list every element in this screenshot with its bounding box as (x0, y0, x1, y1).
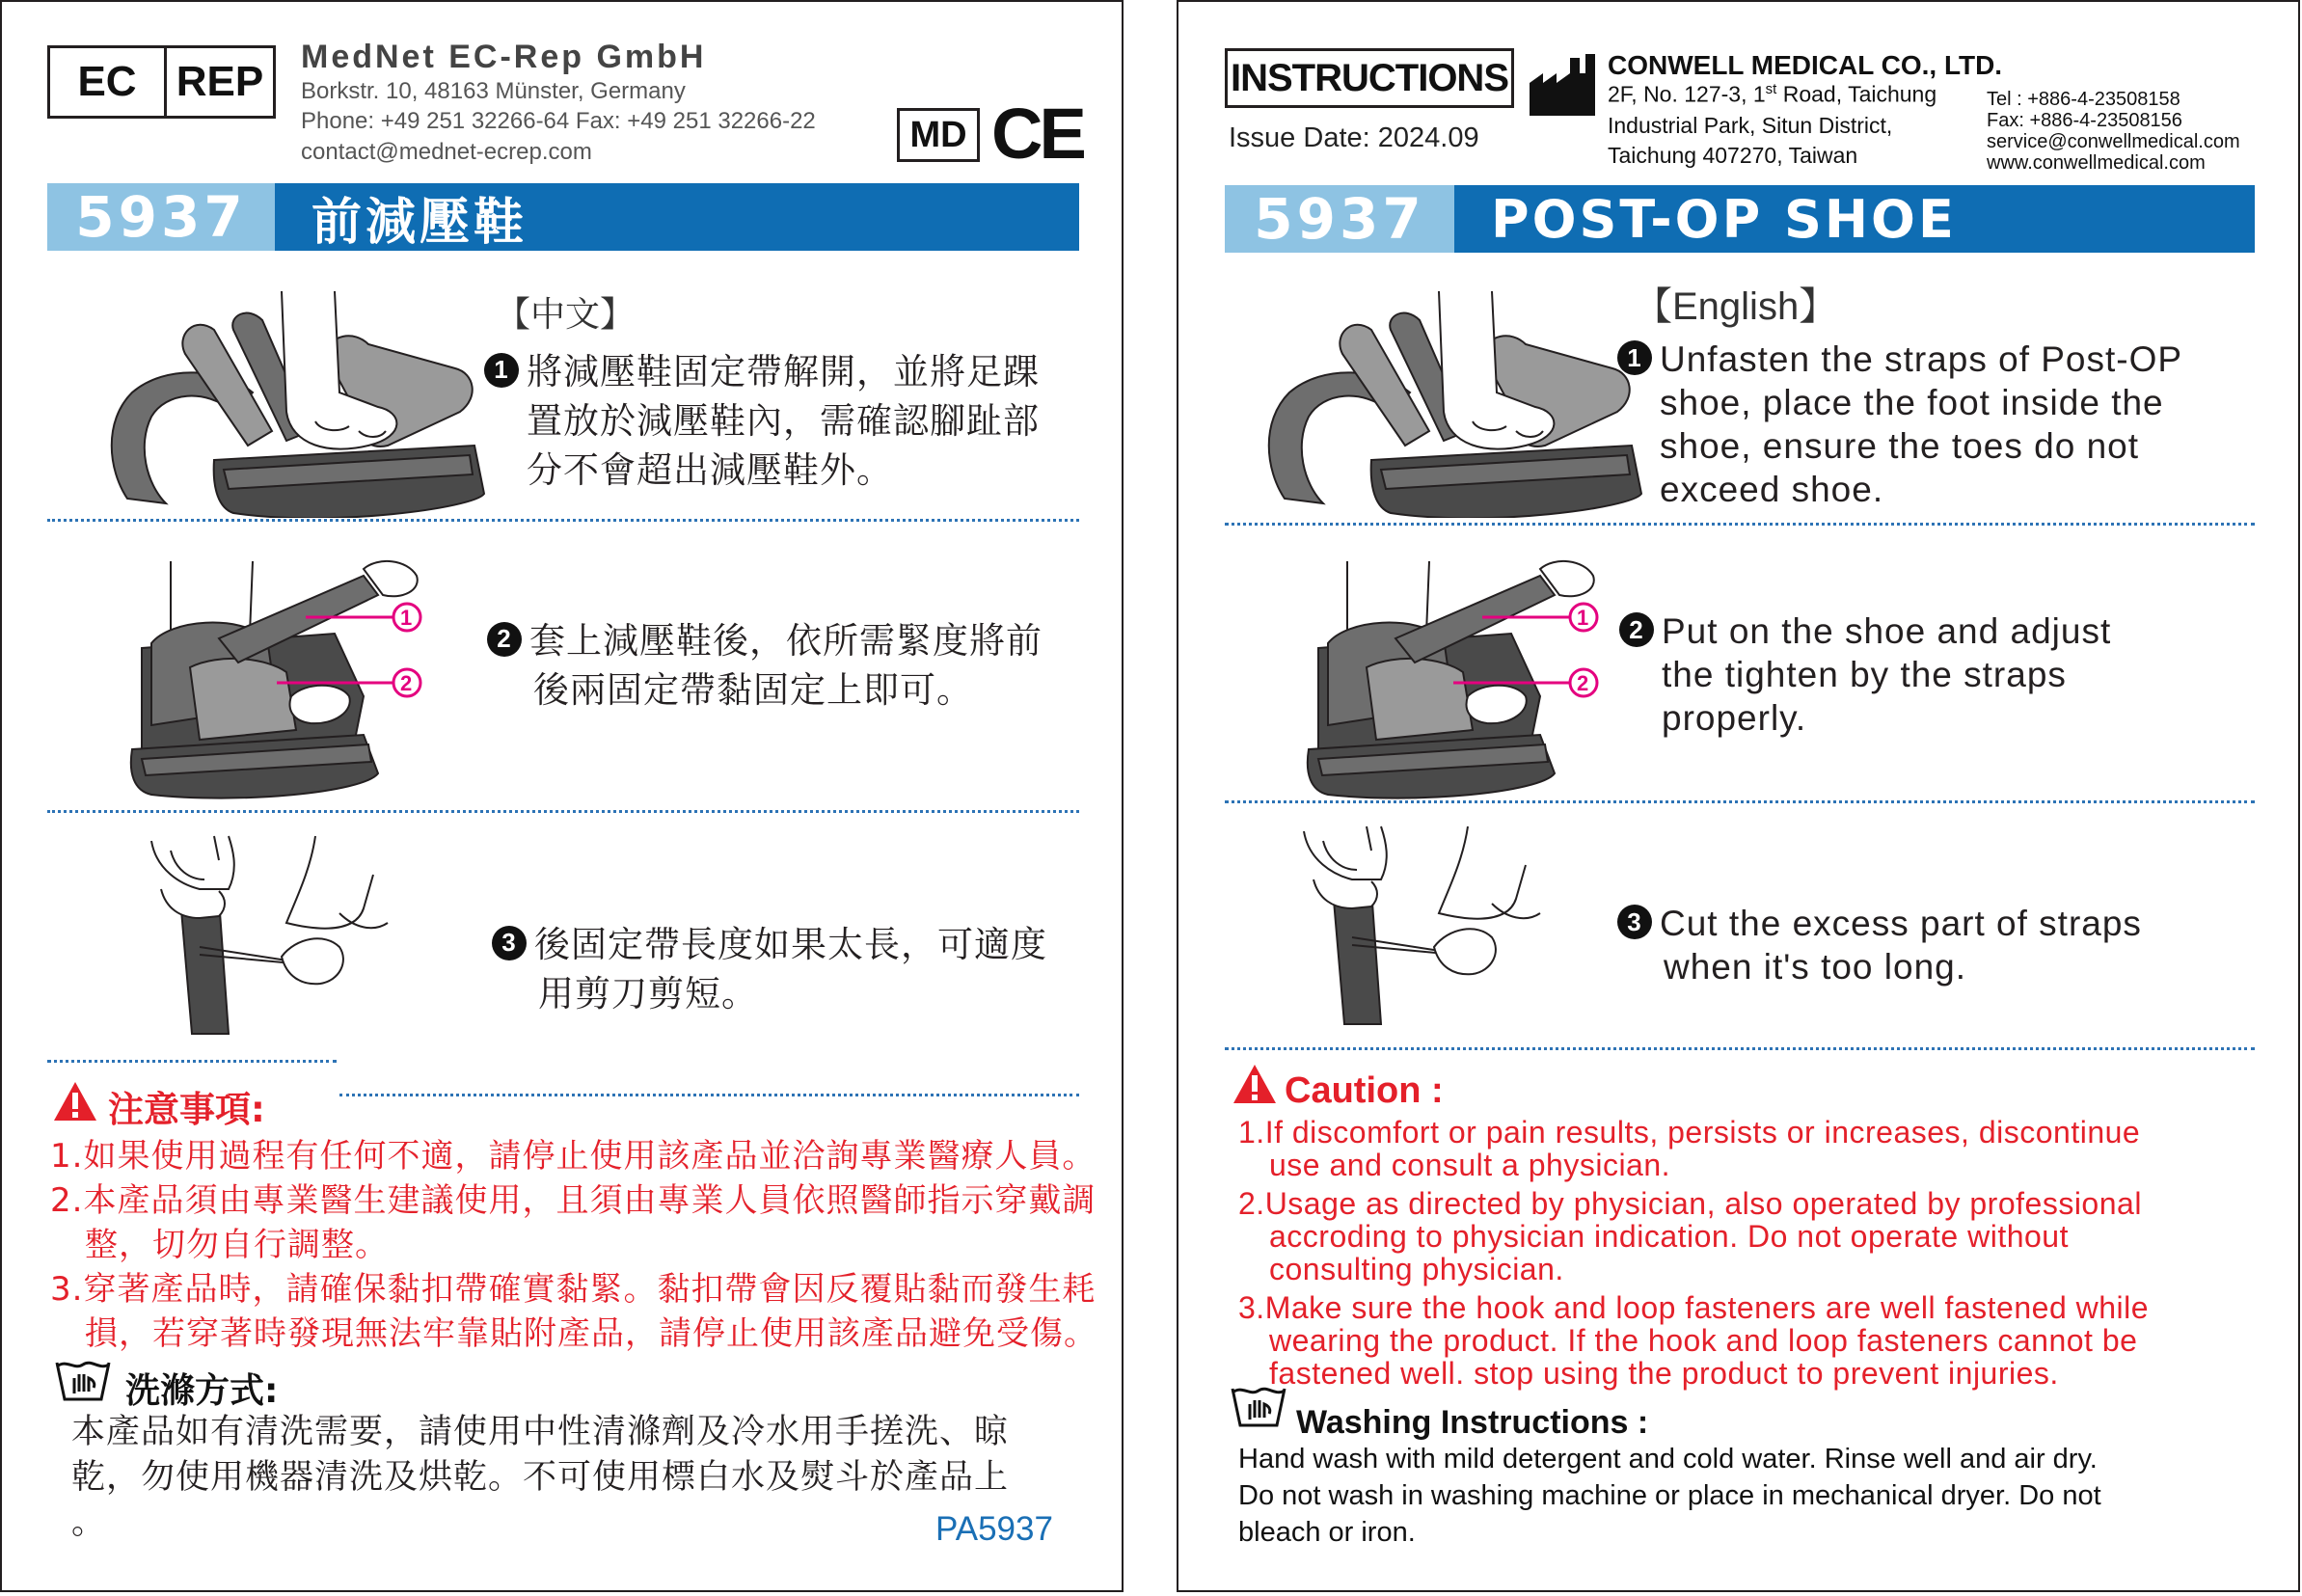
ec-rep-email: contact@mednet-ecrep.com (301, 139, 592, 165)
step-2-number: 2 (487, 622, 522, 657)
company-name: CONWELL MEDICAL CO., LTD. (1608, 50, 2003, 80)
step-3-illustration (122, 831, 412, 1043)
divider (47, 519, 1079, 522)
step-2-text: 2 Put on the shoe and adjust the tighten by the straps properly. (1619, 609, 2256, 740)
chinese-instruction-panel (0, 0, 1124, 1592)
callout-1-label: 1 (400, 606, 413, 630)
callout-1-label: 1 (1577, 606, 1589, 630)
caution-title: 注意事項: (108, 1089, 265, 1130)
product-number: 5937 (1225, 185, 1454, 253)
ce-mark: CE (991, 94, 1083, 174)
caution-item-2: 2.本產品須由專業醫生建議使用，且須由專業人員依照醫師指示穿戴調 (50, 1181, 1097, 1220)
company-address-line-2: Industrial Park, Situn District, (1608, 113, 1893, 138)
step-1-text: 1 將減壓鞋固定帶解開，並將足踝 置放於減壓鞋內，需確認腳趾部 分不會超出減壓鞋外。 (484, 347, 1082, 495)
caution-item-3: 3.穿著產品時，請確保黏扣帶確實黏緊。黏扣帶會因反覆貼黏而發生耗 (50, 1270, 1097, 1309)
company-address-line-1: 2F, No. 127-3, 1st Road, Taichung (1608, 81, 1937, 107)
wash-instructions: Hand wash with mild detergent and cold water. Rinse well and air dry. Do not wash in washing machine or place in mechanical dryer. Do not bleach or iron. (1238, 1444, 2101, 1548)
hand-wash-icon (53, 1357, 113, 1403)
step-1-number: 1 (484, 353, 519, 388)
product-number: 5937 (47, 183, 275, 251)
callout-2-label: 2 (1577, 671, 1589, 695)
step-2-text: 2 套上減壓鞋後，依所需緊度將前 後兩固定帶黏固定上即可。 (487, 616, 1085, 715)
step-2-illustration (1222, 552, 1608, 812)
product-name: POST-OP SHOE (1454, 185, 2255, 253)
product-code: PA5937 (935, 1510, 1053, 1548)
product-title-bar (47, 183, 1079, 251)
manufacturer-icon (1528, 50, 1599, 118)
divider (1225, 523, 2255, 526)
caution-item-3: 3.Make sure the hook and loop fasteners are well fastened while (1238, 1290, 2150, 1325)
instructions-label: INSTRUCTIONS (1225, 48, 1514, 108)
company-tel: Tel : +886-4-23508158 (1987, 89, 2180, 110)
step-2-illustration (45, 552, 431, 812)
step-2-number: 2 (1619, 612, 1654, 647)
caution-list: 1.如果使用過程有任何不適，請停止使用該產品並洽詢專業醫療人員。 2.本產品須由專業醫生建議使用，且須由專業人員依照醫師指示穿戴調 整，切勿自行調整。 3.穿著產品時，請確保黏扣帶確實黏緊。黏扣帶會因反覆貼黏而發生耗 損，若穿著時發現無法牢靠貼附產品，請停止使用該產品避免受傷。 (50, 1134, 1111, 1356)
product-title-bar (1225, 185, 2255, 253)
warning-icon (52, 1080, 98, 1123)
ec-label: EC (50, 48, 167, 116)
caution-item-2: 2.Usage as directed by physician, also operated by professional (1238, 1186, 2142, 1221)
caution-item-1: 1.If discomfort or pain results, persists or increases, discontinue (1238, 1115, 2141, 1150)
step-3-number: 3 (1617, 905, 1652, 939)
md-symbol: MD (897, 108, 980, 162)
language-label: 【中文】 (496, 295, 636, 335)
caution-list: 1.If discomfort or pain results, persists or increases, discontinue use and consult a physician. 2.Usage as directed by physician, also operated by professional accroding to physician indication. Do not operate without consulting physician. 3.Make sure the hook and loop fasteners are well fastened while wearing the product. If the hook and loop fasteners cannot be fastened well. stop using the product to prevent injuries. (1238, 1116, 2289, 1390)
step-1-text: 1 Unfasten the straps of Post-OP shoe, place the foot inside the shoe, ensure the toes do not exceed shoe. (1617, 338, 2254, 511)
divider (1225, 800, 2255, 803)
step-3-text: 3 後固定帶長度如果太長，可適度 用剪刀剪短。 (492, 920, 1090, 1018)
ec-rep-address: Borkstr. 10, 48163 Münster, Germany (301, 78, 686, 104)
language-label: 【English】 (1634, 285, 1838, 328)
ec-rep-company-name: MedNet EC-Rep GmbH (301, 39, 707, 75)
hand-wash-icon (1229, 1383, 1288, 1429)
issue-date: Issue Date: 2024.09 (1229, 122, 1479, 153)
step-3-number: 3 (492, 926, 527, 960)
step-1-illustration (1246, 277, 1651, 518)
step-1-illustration (89, 277, 494, 518)
company-email: service@conwellmedical.com (1987, 131, 2240, 152)
callout-2-label: 2 (400, 671, 413, 695)
step-3-text: 3 Cut the excess part of straps when it's too long. (1617, 902, 2254, 988)
company-website: www.conwellmedical.com (1987, 152, 2206, 174)
step-1-number: 1 (1617, 340, 1652, 375)
ec-rep-phone: Phone: +49 251 32266-64 Fax: +49 251 32266-22 (301, 108, 816, 134)
wash-title: Washing Instructions : (1296, 1404, 1649, 1441)
company-fax: Fax: +886-4-23508156 (1987, 110, 2182, 131)
wash-title: 洗滌方式: (125, 1371, 279, 1411)
step-3-illustration (1275, 822, 1564, 1034)
ec-rep-symbol (47, 45, 276, 119)
wash-instructions: 本產品如有清洗需要，請使用中性清滌劑及冷水用手搓洗、晾 乾，勿使用機器清洗及烘乾。不可使用標白水及熨斗於產品上 。 (71, 1413, 1010, 1542)
rep-label: REP (176, 58, 264, 105)
divider (339, 1094, 1079, 1096)
company-contacts (1987, 89, 2240, 174)
company-address-line-3: Taichung 407270, Taiwan (1608, 143, 1858, 168)
divider (1225, 1047, 2255, 1050)
warning-icon (1232, 1063, 1278, 1105)
english-instruction-panel (1177, 0, 2300, 1592)
caution-title: Caution : (1285, 1070, 1444, 1111)
divider (47, 810, 1079, 813)
divider (47, 1060, 337, 1063)
caution-item-1: 1.如果使用過程有任何不適，請停止使用該產品並洽詢專業醫療人員。 (50, 1137, 1097, 1176)
product-name: 前減壓鞋 (275, 183, 1079, 251)
